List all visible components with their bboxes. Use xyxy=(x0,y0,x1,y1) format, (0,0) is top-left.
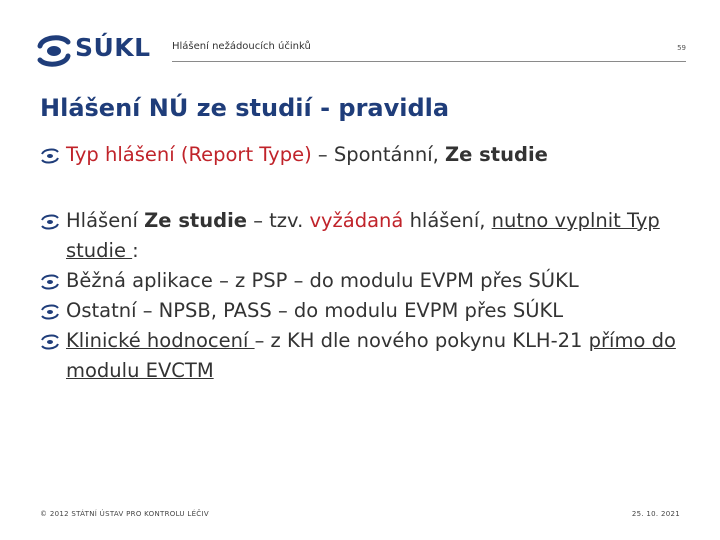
bullet-swoosh-icon xyxy=(40,334,60,350)
text-segment: Hlášení xyxy=(66,209,145,232)
bullet-study-reports xyxy=(40,206,690,266)
text-segment: : xyxy=(132,239,139,262)
text-segment: hlášení, xyxy=(403,209,492,232)
bullet-swoosh-icon xyxy=(40,274,60,290)
report-type-values: – Spontánní, xyxy=(311,143,446,166)
bullet-report-type xyxy=(40,140,690,170)
page-number: 59 xyxy=(677,44,686,52)
bullet-text: Ostatní – NPSB, PASS – do modulu EVPM přes SÚKL xyxy=(66,299,564,322)
spacer xyxy=(40,170,690,206)
sukl-logo-icon xyxy=(36,34,72,68)
bullet-clinical-trials xyxy=(40,326,690,386)
bullet-common-use xyxy=(40,266,690,296)
text-segment-underlined: nutno vyplnit Typ studie xyxy=(66,209,660,262)
bullet-swoosh-icon xyxy=(40,148,60,164)
header-divider xyxy=(172,61,686,62)
bullet-swoosh-icon xyxy=(40,214,60,230)
text-segment: – tzv. xyxy=(247,209,310,232)
text-segment-underlined: Klinické hodnocení xyxy=(66,329,255,352)
text-segment: – z KH dle nového pokynu KLH-21 xyxy=(254,329,589,352)
slide-title: Hlášení NÚ ze studií - pravidla xyxy=(40,94,450,122)
bullet-swoosh-icon xyxy=(40,304,60,320)
logo-wordmark: SÚKL xyxy=(75,33,151,62)
header-title: Hlášení nežádoucích účinků xyxy=(172,41,311,52)
text-segment-underlined: přímo do modulu EVCTM xyxy=(66,329,676,382)
bullet-text: Běžná aplikace – z PSP – do modulu EVPM přes SÚKL xyxy=(66,269,579,292)
text-segment-bold: Ze studie xyxy=(144,209,248,232)
bullet-list xyxy=(40,140,690,386)
footer-copyright: © 2012 STÁTNÍ ÚSTAV PRO KONTROLU LÉČIV xyxy=(40,510,209,518)
report-type-label: Typ hlášení (Report Type) xyxy=(66,143,312,166)
text-segment-red: vyžádaná xyxy=(309,209,404,232)
footer-date: 25. 10. 2021 xyxy=(631,510,680,518)
bullet-other xyxy=(40,296,690,326)
report-type-study: Ze studie xyxy=(445,143,548,166)
